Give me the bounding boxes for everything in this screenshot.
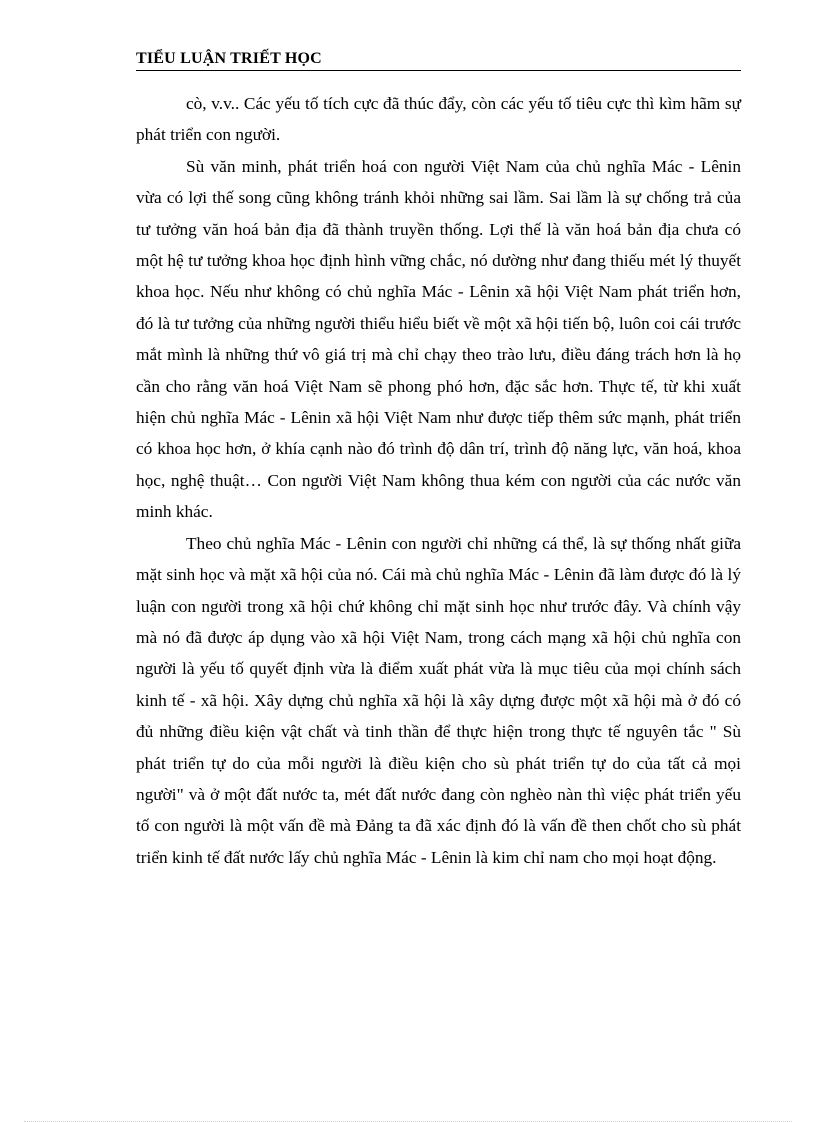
paragraph-continuation: cò, v.v.. Các yếu tố tích cực đã thúc đẩy, còn các yếu tố tiêu cực thì kìm hãm sự phát triển con người. bbox=[136, 94, 741, 145]
paragraph: Sù văn minh, phát triển hoá con người Việt Nam của chủ nghĩa Mác - Lênin vừa có lợi thế song cũng không tránh khỏi những sai lầm. Sai lầm là sự chống trả của tư tưởng văn hoá bản địa đã thành truyền thống. Lợi thế là văn hoá bản địa chưa có một hệ tư tưởng khoa học định hình vững chắc, nó dường như đang thiếu mét lý thuyết khoa học. Nếu như không có chủ nghĩa Mác - Lênin xã hội Việt Nam phát triển hơn, đó là tư tưởng của những người thiểu hiểu biết về một xã hội tiến bộ, luôn coi cái trước mắt mình là những thứ vô giá trị mà chỉ chạy theo trào lưu, điều đáng trách hơn là họ cần cho rằng văn hoá Việt Nam sẽ phong phó hơn, đặc sắc hơn. Thực tế, từ khi xuất hiện chủ nghĩa Mác - Lênin xã hội Việt Nam như được tiếp thêm sức mạnh, phát triển có khoa học hơn, ở khía cạnh nào đó trình độ dân trí, trình độ năng lực, văn hoá, khoa học, nghệ thuật… Con người Việt Nam không thua kém con người của các nước văn minh khác. bbox=[136, 156, 741, 522]
paragraph: Theo chủ nghĩa Mác - Lênin con người chỉ những cá thể, là sự thống nhất giữa mặt sinh học và mặt xã hội của nó. Cái mà chủ nghĩa Mác - Lênin đã làm được đó là lý luận con người trong xã hội chứ không chỉ mặt sinh học như trước đây. Và chính vậy mà nó đã được áp dụng vào xã hội Việt Nam, trong cách mạng xã hội chủ nghĩa con người là yếu tố quyết định vừa là điểm xuất phát vừa là mục tiêu của mọi chính sách kinh tế - xã hội. Xây dựng chủ nghĩa xã hội là xây dựng được một xã hội mà ở đó có đủ những điều kiện vật chất và tinh thần để thực hiện trong thực tế nguyên tắc " Sù phát triển tự do của mỗi người là điều kiện cho sù phát triển tự do của tất cả mọi người" và ở một đất nước ta, mét đất nước đang còn nghèo nàn thì việc phát triển yếu tố con người là một vấn đề mà Đảng ta đã xác định đó là vấn đề then chốt cho sù phát triển kinh tế đất nước lấy chủ nghĩa Mác - Lênin là kim chỉ nam cho mọi hoạt động. bbox=[136, 533, 741, 867]
footer-divider bbox=[24, 1121, 792, 1122]
document-body bbox=[136, 88, 741, 873]
page-header-title: TIỂU LUẬN TRIẾT HỌC bbox=[136, 50, 322, 67]
header-divider bbox=[136, 70, 741, 71]
